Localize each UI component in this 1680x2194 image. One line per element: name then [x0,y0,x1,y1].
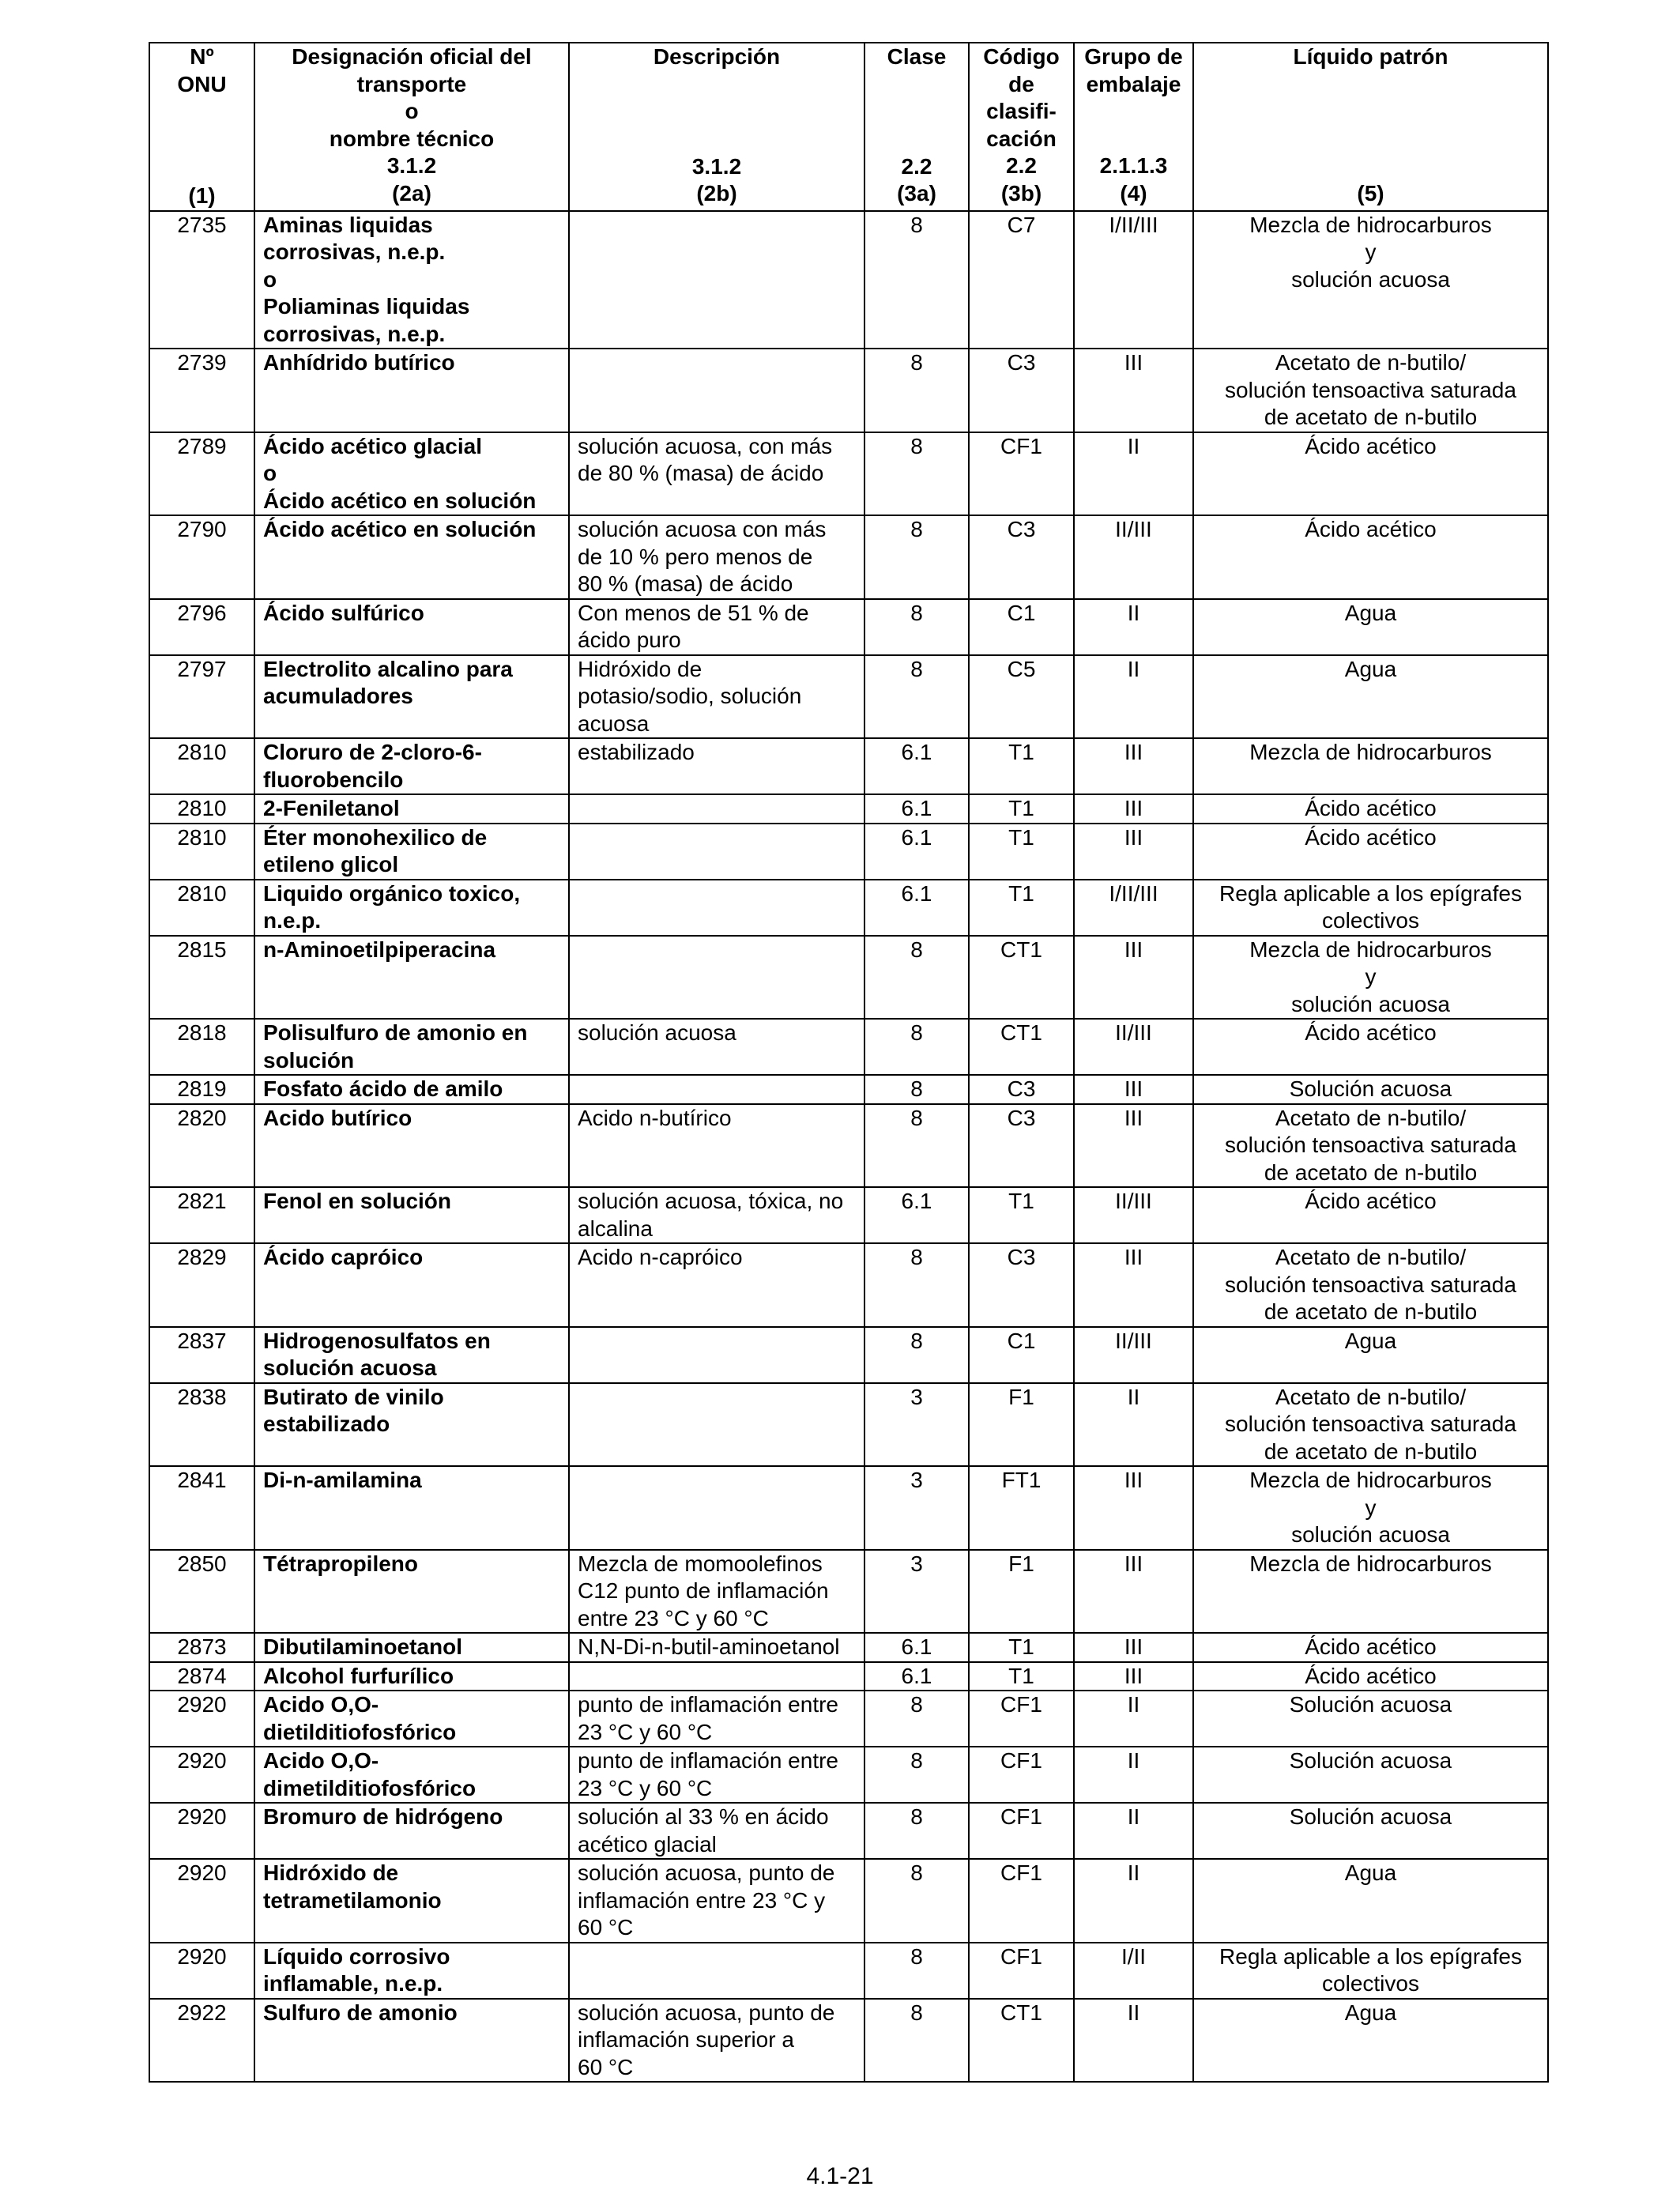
cell-standard-liquid: Solución acuosa [1193,1803,1548,1859]
cell-description [569,1466,864,1550]
cell-packing-group: I/II [1074,1943,1193,1999]
cell-description: estabilizado [569,738,864,794]
table-row [149,1943,1548,1999]
table-row [149,1187,1548,1243]
cell-packing-group: I/II/III [1074,880,1193,936]
cell-designation: Anhídrido butírico [254,349,569,432]
cell-standard-liquid: Regla aplicable a los epígrafes colectivos [1193,880,1548,936]
cell-classification-code: C1 [969,1327,1074,1383]
cell-un-number: 2920 [149,1691,254,1747]
cell-packing-group: III [1074,936,1193,1020]
cell-un-number: 2850 [149,1550,254,1634]
cell-description: solución acuosa, tóxica, no alcalina [569,1187,864,1243]
cell-standard-liquid: Mezcla de hidrocarburos y solución acuosa [1193,211,1548,349]
cell-standard-liquid: Ácido acético [1193,1662,1548,1691]
cell-classification-code: T1 [969,1633,1074,1662]
cell-description [569,349,864,432]
cell-classification-code: C3 [969,515,1074,599]
cell-description [569,880,864,936]
cell-description [569,1383,864,1467]
cell-class: 8 [864,655,969,739]
cell-classification-code: F1 [969,1383,1074,1467]
cell-designation: Éter monohexilico de etileno glicol [254,824,569,880]
col-header-classification-code: Código de clasifi- cación 2.2 (3b) [969,43,1074,211]
cell-classification-code: CT1 [969,1019,1074,1075]
cell-un-number: 2874 [149,1662,254,1691]
cell-designation: Bromuro de hidrógeno [254,1803,569,1859]
cell-classification-code: FT1 [969,1466,1074,1550]
cell-un-number: 2810 [149,738,254,794]
cell-designation: Liquido orgánico toxico, n.e.p. [254,880,569,936]
cell-description: punto de inflamación entre 23 °C y 60 °C [569,1691,864,1747]
cell-standard-liquid: Ácido acético [1193,1019,1548,1075]
table-row [149,432,1548,516]
cell-description: solución acuosa con más de 10 % pero menos de 80 % (masa) de ácido [569,515,864,599]
table-row [149,880,1548,936]
cell-classification-code: T1 [969,794,1074,824]
cell-designation: Butirato de vinilo estabilizado [254,1383,569,1467]
cell-packing-group: II [1074,1691,1193,1747]
cell-designation: Acido O,O- dietilditiofosfórico [254,1691,569,1747]
cell-packing-group: III [1074,824,1193,880]
table-row [149,1104,1548,1188]
cell-class: 6.1 [864,1187,969,1243]
table-row [149,1243,1548,1327]
page-number: 4.1-21 [806,2163,874,2189]
cell-class: 8 [864,599,969,655]
table-row [149,1803,1548,1859]
cell-designation: Tétrapropileno [254,1550,569,1634]
cell-standard-liquid: Acetato de n-butilo/ solución tensoactiva saturada de acetato de n-butilo [1193,1243,1548,1327]
cell-classification-code: C3 [969,1104,1074,1188]
cell-class: 8 [864,432,969,516]
cell-packing-group: II/III [1074,1327,1193,1383]
table-row [149,1747,1548,1803]
cell-description: Acido n-capróico [569,1243,864,1327]
cell-classification-code: CF1 [969,1747,1074,1803]
cell-class: 6.1 [864,824,969,880]
cell-packing-group: II [1074,1383,1193,1467]
cell-standard-liquid: Acetato de n-butilo/ solución tensoactiva saturada de acetato de n-butilo [1193,349,1548,432]
col-header-designation: Designación oficial del transporte o nombre técnico 3.1.2 (2a) [254,43,569,211]
cell-packing-group: II [1074,432,1193,516]
cell-description [569,1662,864,1691]
table-row [149,1691,1548,1747]
cell-classification-code: CF1 [969,1803,1074,1859]
cell-designation: Acido butírico [254,1104,569,1188]
cell-description [569,794,864,824]
cell-packing-group: III [1074,349,1193,432]
cell-designation: Polisulfuro de amonio en solución [254,1019,569,1075]
cell-description: solución acuosa, punto de inflamación superior a 60 °C [569,1999,864,2083]
cell-class: 8 [864,211,969,349]
cell-description [569,211,864,349]
table-row [149,1075,1548,1104]
cell-standard-liquid: Ácido acético [1193,515,1548,599]
cell-designation: Líquido corrosivo inflamable, n.e.p. [254,1943,569,1999]
cell-classification-code: CF1 [969,1943,1074,1999]
cell-class: 8 [864,1803,969,1859]
table-row [149,1383,1548,1467]
cell-class: 3 [864,1383,969,1467]
cell-packing-group: II/III [1074,515,1193,599]
cell-standard-liquid: Mezcla de hidrocarburos y solución acuosa [1193,1466,1548,1550]
cell-description: solución acuosa, punto de inflamación entre 23 °C y 60 °C [569,1859,864,1943]
cell-class: 6.1 [864,1662,969,1691]
table-row [149,738,1548,794]
table-row [149,1859,1548,1943]
cell-un-number: 2810 [149,880,254,936]
table-row [149,1327,1548,1383]
cell-standard-liquid: Ácido acético [1193,1633,1548,1662]
cell-classification-code: T1 [969,880,1074,936]
cell-classification-code: CT1 [969,1999,1074,2083]
table-row [149,211,1548,349]
cell-packing-group: II [1074,1859,1193,1943]
table-row [149,1633,1548,1662]
cell-description: solución acuosa [569,1019,864,1075]
cell-un-number: 2739 [149,349,254,432]
cell-designation: Di-n-amilamina [254,1466,569,1550]
cell-un-number: 2838 [149,1383,254,1467]
cell-description [569,1075,864,1104]
col-header-onu: Nº ONU (1) [149,43,254,211]
cell-class: 3 [864,1466,969,1550]
cell-class: 8 [864,1104,969,1188]
cell-classification-code: T1 [969,1187,1074,1243]
cell-class: 6.1 [864,1633,969,1662]
cell-standard-liquid: Mezcla de hidrocarburos [1193,1550,1548,1634]
cell-class: 8 [864,1019,969,1075]
cell-designation: Fenol en solución [254,1187,569,1243]
cell-description: punto de inflamación entre 23 °C y 60 °C [569,1747,864,1803]
cell-designation: Alcohol furfurílico [254,1662,569,1691]
cell-classification-code: F1 [969,1550,1074,1634]
cell-un-number: 2841 [149,1466,254,1550]
cell-un-number: 2735 [149,211,254,349]
cell-packing-group: II [1074,1803,1193,1859]
cell-un-number: 2922 [149,1999,254,2083]
cell-standard-liquid: Solución acuosa [1193,1747,1548,1803]
cell-standard-liquid: Ácido acético [1193,794,1548,824]
cell-packing-group: II [1074,1999,1193,2083]
cell-standard-liquid: Mezcla de hidrocarburos [1193,738,1548,794]
cell-classification-code: T1 [969,1662,1074,1691]
cell-packing-group: II/III [1074,1187,1193,1243]
cell-classification-code: CF1 [969,432,1074,516]
table-row [149,515,1548,599]
col-header-standard-liquid: Líquido patrón (5) [1193,43,1548,211]
cell-un-number: 2920 [149,1859,254,1943]
cell-designation: Sulfuro de amonio [254,1999,569,2083]
cell-description: N,N-Di-n-butil-aminoetanol [569,1633,864,1662]
cell-classification-code: CF1 [969,1859,1074,1943]
cell-description: Acido n-butírico [569,1104,864,1188]
cell-standard-liquid: Agua [1193,1859,1548,1943]
cell-class: 8 [864,1327,969,1383]
cell-packing-group: III [1074,1243,1193,1327]
cell-standard-liquid: Agua [1193,655,1548,739]
table-row [149,936,1548,1020]
cell-designation: Cloruro de 2-cloro-6- fluorobencilo [254,738,569,794]
table-row [149,824,1548,880]
cell-designation: Dibutilaminoetanol [254,1633,569,1662]
cell-classification-code: C5 [969,655,1074,739]
cell-standard-liquid: Solución acuosa [1193,1691,1548,1747]
cell-packing-group: III [1074,1550,1193,1634]
liquids-table [149,42,1549,2083]
cell-un-number: 2790 [149,515,254,599]
cell-un-number: 2819 [149,1075,254,1104]
cell-un-number: 2789 [149,432,254,516]
cell-standard-liquid: Ácido acético [1193,1187,1548,1243]
cell-class: 8 [864,1243,969,1327]
cell-un-number: 2920 [149,1747,254,1803]
cell-designation: Fosfato ácido de amilo [254,1075,569,1104]
cell-packing-group: III [1074,1662,1193,1691]
cell-designation: Ácido acético en solución [254,515,569,599]
cell-designation: Aminas liquidas corrosivas, n.e.p. o Poliaminas liquidas corrosivas, n.e.p. [254,211,569,349]
cell-packing-group: I/II/III [1074,211,1193,349]
cell-standard-liquid: Solución acuosa [1193,1075,1548,1104]
cell-class: 6.1 [864,738,969,794]
table-row [149,599,1548,655]
cell-classification-code: T1 [969,738,1074,794]
cell-description: Mezcla de momoolefinos C12 punto de inflamación entre 23 °C y 60 °C [569,1550,864,1634]
cell-designation: Ácido capróico [254,1243,569,1327]
cell-class: 8 [864,349,969,432]
cell-class: 6.1 [864,794,969,824]
table-row [149,349,1548,432]
cell-description [569,1327,864,1383]
cell-class: 8 [864,515,969,599]
cell-designation: Hidrogenosulfatos en solución acuosa [254,1327,569,1383]
cell-un-number: 2810 [149,824,254,880]
dangerous-goods-table-page [149,42,1547,2083]
table-row [149,1550,1548,1634]
cell-designation: Electrolito alcalino para acumuladores [254,655,569,739]
cell-standard-liquid: Ácido acético [1193,432,1548,516]
cell-un-number: 2920 [149,1943,254,1999]
cell-description: Hidróxido de potasio/sodio, solución acuosa [569,655,864,739]
col-header-class: Clase 2.2 (3a) [864,43,969,211]
cell-class: 8 [864,936,969,1020]
col-header-packing-group: Grupo de embalaje 2.1.1.3 (4) [1074,43,1193,211]
cell-packing-group: III [1074,738,1193,794]
cell-un-number: 2821 [149,1187,254,1243]
cell-un-number: 2920 [149,1803,254,1859]
cell-designation: Ácido acético glacial o Ácido acético en solución [254,432,569,516]
cell-class: 8 [864,1859,969,1943]
cell-packing-group: II [1074,655,1193,739]
table-row [149,1999,1548,2083]
table-row [149,1466,1548,1550]
cell-packing-group: III [1074,1633,1193,1662]
cell-designation: Acido O,O- dimetilditiofosfórico [254,1747,569,1803]
cell-classification-code: CT1 [969,936,1074,1020]
table-body [149,211,1548,2083]
cell-classification-code: CF1 [969,1691,1074,1747]
cell-class: 8 [864,1747,969,1803]
cell-un-number: 2873 [149,1633,254,1662]
table-row [149,1019,1548,1075]
cell-classification-code: C1 [969,599,1074,655]
cell-packing-group: II [1074,1747,1193,1803]
cell-standard-liquid: Mezcla de hidrocarburos y solución acuosa [1193,936,1548,1020]
cell-packing-group: II/III [1074,1019,1193,1075]
cell-description: solución acuosa, con más de 80 % (masa) de ácido [569,432,864,516]
cell-un-number: 2837 [149,1327,254,1383]
cell-designation: n-Aminoetilpiperacina [254,936,569,1020]
cell-description: Con menos de 51 % de ácido puro [569,599,864,655]
cell-class: 8 [864,1075,969,1104]
cell-description: solución al 33 % en ácido acético glacial [569,1803,864,1859]
cell-class: 6.1 [864,880,969,936]
cell-un-number: 2815 [149,936,254,1020]
cell-packing-group: III [1074,1075,1193,1104]
cell-standard-liquid: Acetato de n-butilo/ solución tensoactiva saturada de acetato de n-butilo [1193,1383,1548,1467]
cell-classification-code: T1 [969,824,1074,880]
cell-classification-code: C3 [969,349,1074,432]
cell-classification-code: C3 [969,1075,1074,1104]
cell-packing-group: III [1074,794,1193,824]
cell-packing-group: II [1074,599,1193,655]
table-row [149,1662,1548,1691]
cell-designation: Hidróxido de tetrametilamonio [254,1859,569,1943]
cell-description [569,936,864,1020]
cell-un-number: 2820 [149,1104,254,1188]
cell-standard-liquid: Agua [1193,1999,1548,2083]
cell-standard-liquid: Regla aplicable a los epígrafes colectivos [1193,1943,1548,1999]
cell-standard-liquid: Acetato de n-butilo/ solución tensoactiva saturada de acetato de n-butilo [1193,1104,1548,1188]
cell-classification-code: C7 [969,211,1074,349]
header-row [149,43,1548,211]
cell-class: 8 [864,1943,969,1999]
cell-classification-code: C3 [969,1243,1074,1327]
col-header-description: Descripción 3.1.2 (2b) [569,43,864,211]
cell-un-number: 2796 [149,599,254,655]
cell-description [569,1943,864,1999]
cell-class: 8 [864,1999,969,2083]
cell-standard-liquid: Ácido acético [1193,824,1548,880]
cell-standard-liquid: Agua [1193,1327,1548,1383]
cell-un-number: 2797 [149,655,254,739]
cell-un-number: 2810 [149,794,254,824]
cell-class: 3 [864,1550,969,1634]
cell-un-number: 2818 [149,1019,254,1075]
cell-un-number: 2829 [149,1243,254,1327]
table-row [149,794,1548,824]
cell-description [569,824,864,880]
cell-designation: 2-Feniletanol [254,794,569,824]
cell-designation: Ácido sulfúrico [254,599,569,655]
cell-packing-group: III [1074,1104,1193,1188]
cell-standard-liquid: Agua [1193,599,1548,655]
cell-packing-group: III [1074,1466,1193,1550]
table-row [149,655,1548,739]
cell-class: 8 [864,1691,969,1747]
